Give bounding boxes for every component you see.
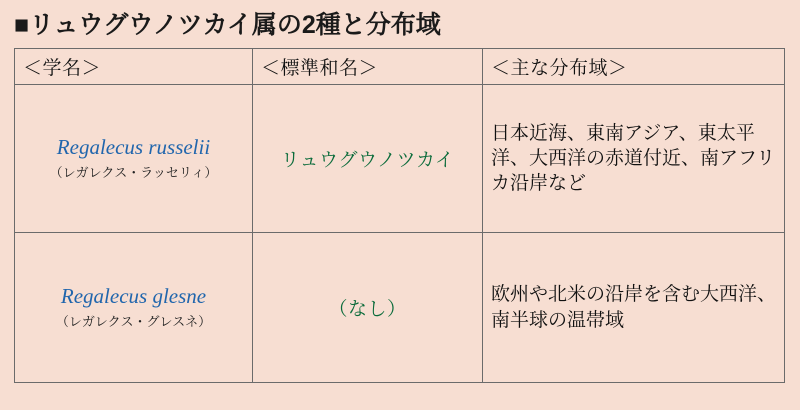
- table-row: [15, 85, 785, 233]
- cell-scientific-name: [15, 233, 253, 383]
- page-title: ■リュウグウノツカイ属の2種と分布域: [14, 11, 441, 39]
- table-header: [15, 49, 785, 85]
- table-row: [15, 233, 785, 383]
- cell-distribution: 日本近海、東南アジア、東太平洋、大西洋の赤道付近、南アフリカ沿岸など: [483, 85, 785, 233]
- column-header-japanese-name: ＜標準和名＞: [253, 49, 483, 85]
- column-header-distribution: ＜主な分布域＞: [483, 49, 785, 85]
- scientific-name-text: Regalecus glesne: [60, 283, 207, 308]
- column-header-scientific-name: ＜学名＞: [15, 49, 253, 85]
- scientific-name-text: Regalecus russelii: [56, 134, 211, 159]
- scientific-name-kana-text: （レガレクス・グレスネ）: [55, 314, 212, 330]
- cell-japanese-name: リュウグウノツカイ: [253, 85, 483, 233]
- cell-japanese-name: （なし）: [253, 233, 483, 383]
- table-header-row: [15, 49, 785, 85]
- cell-scientific-name: [15, 85, 253, 233]
- table-body: [15, 85, 785, 383]
- scientific-name-kana-text: （レガレクス・ラッセリィ）: [49, 165, 218, 181]
- species-table: [14, 48, 785, 383]
- cell-distribution: 欧州や北米の沿岸を含む大西洋、南半球の温帯域: [483, 233, 785, 383]
